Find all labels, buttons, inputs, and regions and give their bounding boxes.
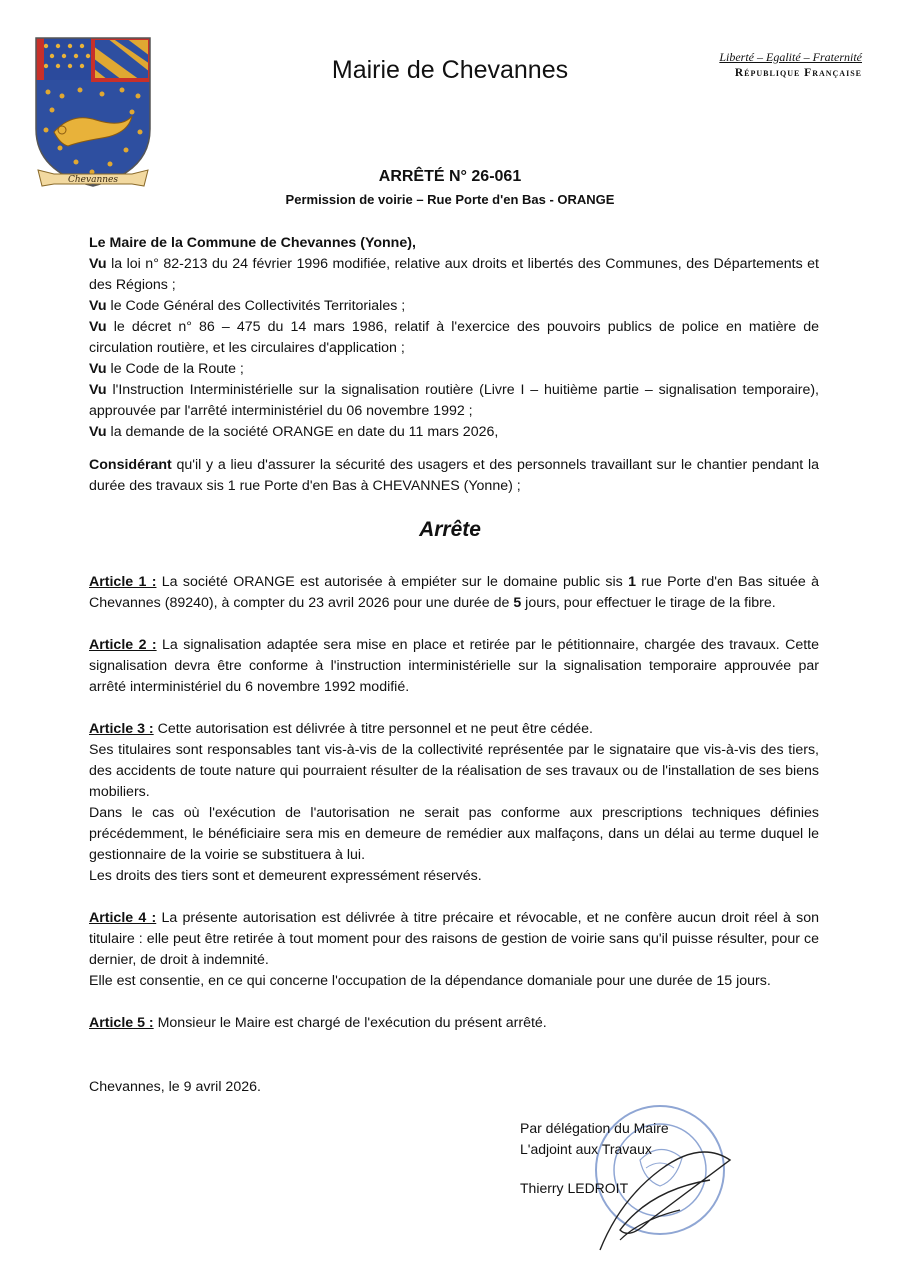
articles bbox=[89, 572, 819, 1055]
vu-item: Vu le Code Général des Collectivités Territoriales ; bbox=[89, 298, 406, 314]
vu-item: Vu la demande de la société ORANGE en date du 11 mars 2026, bbox=[89, 424, 499, 440]
republic-motto bbox=[719, 50, 862, 79]
arrete-heading: Arrête bbox=[419, 518, 481, 541]
article-5: Article 5 : Monsieur le Maire est chargé de l'exécution du présent arrêté. bbox=[89, 1015, 547, 1031]
article-3: Article 3 : Cette autorisation est délivrée à titre personnel et ne peut être cédée. Ses titulaires sont responsables tant vis-à-vis de la collectivité représentée par le signataire que vis-à-vis des tiers, des accidents de toute nature qui pourraient résulter de la réalisation de ses travaux ou de l'installation de ses biens mobiliers. Dans le cas où l'exécution de l'autorisation ne serait pas conforme aux prescriptions techniques définies précédemment, le bénéficiaire sera mis en demeure de remédier aux malfaçons, dans un délai au terme duquel le gestionnaire de la voirie se substituera à lui. Les droits des tiers sont et demeurent expressément réservés. bbox=[89, 721, 819, 884]
article-4: Article 4 : La présente autorisation est délivrée à titre précaire et révocable, et ne confère aucun droit réel à son titulaire : elle peut être retirée à tout moment pour des raisons de gestion de voirie sans qu'il puisse résulter, pour ce dernier, de droit à indemnité. Elle est consentie, en ce qui concerne l'occupation de la dépendance domaniale pour une durée de 15 jours. bbox=[89, 910, 819, 989]
vu-item: Vu le décret n° 86 – 475 du 14 mars 1986, relatif à l'exercice des pouvoirs publics de police en matière de circulation routière, et les circulaires d'application ; bbox=[89, 319, 819, 356]
preamble bbox=[89, 233, 819, 443]
decree-subtitle: Permission de voirie – Rue Porte d'en Bas - ORANGE bbox=[285, 192, 615, 207]
considerant: Considérant qu'il y a lieu d'assurer la sécurité des usagers et des personnels travaillant sur le chantier pendant la durée des travaux sis 1 rue Porte d'en Bas à CHEVANNES (Yonne) ; bbox=[89, 457, 819, 494]
page-title: Mairie de Chevannes bbox=[331, 56, 569, 84]
article-1: Article 1 : La société ORANGE est autorisée à empiéter sur le domaine public sis 1 rue Porte d'en Bas située à Chevannes (89240), à compter du 23 avril 2026 pour une durée de 5 jours, pour effectuer le tirage de la fibre. bbox=[89, 574, 819, 611]
place-and-date: Chevannes, le 9 avril 2026. bbox=[89, 1079, 261, 1095]
signature-line-2: L'adjoint aux Travaux bbox=[520, 1141, 652, 1157]
signature-block bbox=[520, 1118, 669, 1160]
article-2: Article 2 : La signalisation adaptée sera mise en place et retirée par le pétitionnaire, chargée des travaux. Cette signalisation devra être conforme à l'instruction interministérielle sur la signalisation temporaire approuvée par arrêté interministériel du 6 novembre 1992 modifié. bbox=[89, 637, 819, 695]
mayor-line: Le Maire de la Commune de Chevannes (Yonne), bbox=[89, 235, 416, 251]
vu-item: Vu le Code de la Route ; bbox=[89, 361, 244, 377]
decree-number: ARRÊTÉ N° 26-061 bbox=[378, 168, 522, 185]
signature-line-1: Par délégation du Maire bbox=[520, 1120, 669, 1136]
vu-item: Vu la loi n° 82-213 du 24 février 1996 modifiée, relative aux droits et libertés des Communes, des Départements et des Régions ; bbox=[89, 256, 819, 293]
crest-caption: Chevannes bbox=[68, 175, 118, 185]
republic-name: République Française bbox=[734, 67, 862, 79]
vu-item: Vu l'Instruction Interministérielle sur la signalisation routière (Livre I – huitième partie – signalisation temporaire), approuvée par l'arrêté interministériel du 06 novembre 1992 ; bbox=[89, 382, 819, 419]
signatory-name: Thierry LEDROIT bbox=[520, 1180, 629, 1196]
motto-line: Liberté – Egalité – Fraternité bbox=[719, 50, 862, 64]
